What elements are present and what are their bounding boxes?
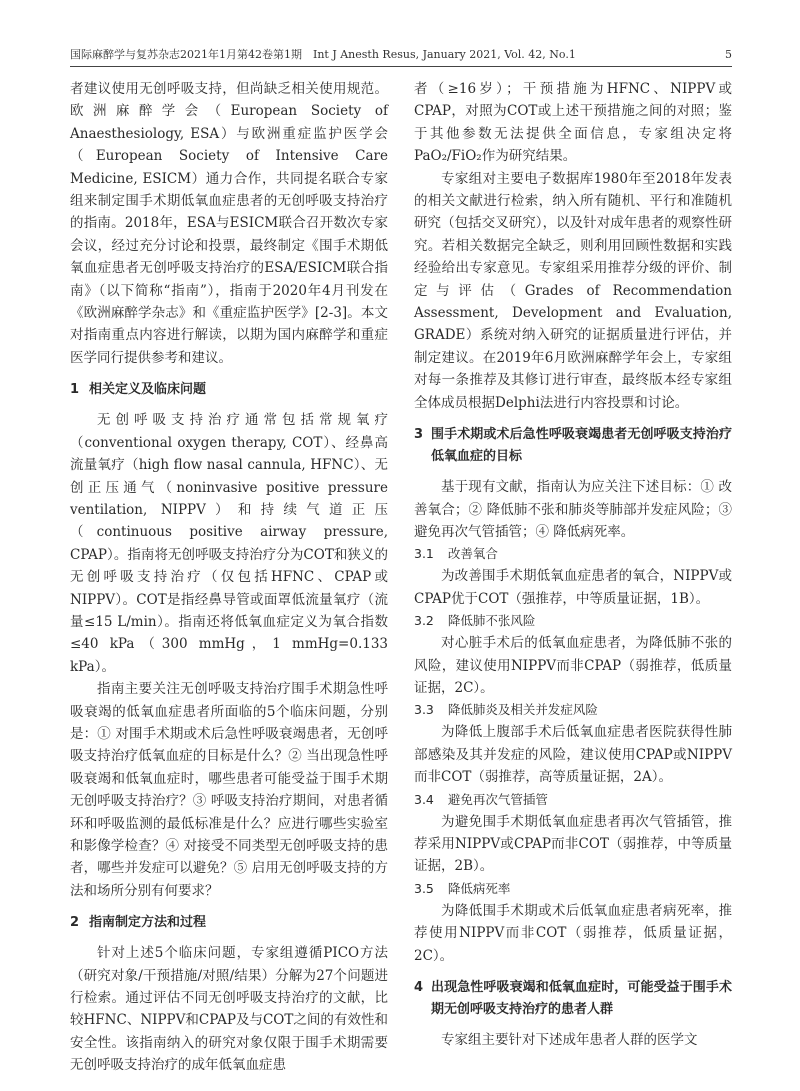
page-number: 5 xyxy=(725,48,732,61)
section-title: 出现急性呼吸衰竭和低氧血症时，可能受益于围手术期无创呼吸支持治疗的患者人群 xyxy=(431,980,732,1017)
journal-citation: 国际麻醉学与复苏杂志2021年1月第42卷第1期 Int J Anesth Resus, January 2021, Vol. 42, No.1 xyxy=(70,48,576,61)
section-heading-1 xyxy=(70,379,388,401)
paragraph: 专家组主要针对下述成年患者人群的医学文 xyxy=(441,1032,698,1048)
subsection-title: 降低肺不张风险 xyxy=(447,613,536,629)
paragraph: 为避免围手术期低氧血症患者再次气管插管，推荐采用NIPPV或CPAP而非COT（弱推荐，中等质量证据，2B）。 xyxy=(414,813,732,875)
section-title: 围手术期或术后急性呼吸衰竭患者无创呼吸支持治疗低氧血症的目标 xyxy=(431,427,732,465)
subsection-number: 3.1 xyxy=(414,546,434,562)
paragraph: 为降低上腹部手术后低氧血症患者医院获得性肺部感染及其并发症的风险，建议使用CPAP或NIPPV而非COT（弱推荐，高等质量证据，2A）。 xyxy=(414,724,732,786)
paragraph: 为降低围手术期或术后低氧血症患者病死率，推荐使用NIPPV而非COT（弱推荐，低质量证据，2C）。 xyxy=(414,902,732,964)
section-heading-2 xyxy=(70,912,388,934)
paragraph: 对心脏手术后的低氧血症患者，为降低肺不张的风险，建议使用NIPPV而非CPAP（弱推荐，低质量证据，2C）。 xyxy=(414,635,732,696)
subsection-number: 3.5 xyxy=(414,880,434,896)
subsection-number: 3.2 xyxy=(414,613,434,629)
subsection-heading-3-3 xyxy=(414,699,732,721)
subsection-title: 改善氧合 xyxy=(447,546,498,562)
subsection-number: 3.3 xyxy=(414,702,434,718)
section-number: 3 xyxy=(414,427,424,443)
subsection-heading-3-5 xyxy=(414,878,732,900)
right-column xyxy=(414,78,732,1051)
subsection-title: 降低病死率 xyxy=(447,880,511,896)
section-title: 相关定义及临床问题 xyxy=(89,382,207,398)
section-heading-4 xyxy=(414,977,732,1021)
subsection-title: 避免再次气管插管 xyxy=(447,791,548,807)
subsection-heading-3-2 xyxy=(414,610,732,632)
running-head xyxy=(70,44,732,67)
paragraph: 者建议使用无创呼吸支持，但尚缺乏相关使用规范。欧洲麻醉学会（European Society of Anaesthesiology, ESA）与欧洲重症监护医学会（European Society of Intensive Care Medicine, ESICM）通力合作，共同提名联合专家组来制定围手术期低氧血症患者的无创呼吸支持治疗的指南。2018年，ESA与ESICM联合召开数次专家会议，经过充分讨论和投票，最终制定《围手术期低氧血症患者无创呼吸支持治疗的ESA/ESICM联合指南》（以下简称“指南”），指南于2020年4月刊发在《欧洲麻醉学杂志》和《重症监护医学》[2-3]。本文对指南重点内容进行解读，以期为国内麻醉学和重症医学同行提供参考和建议。 xyxy=(70,81,388,366)
section-title: 指南制定方法和过程 xyxy=(89,915,207,931)
left-column xyxy=(70,78,388,1077)
paragraph: 指南主要关注无创呼吸支持治疗围手术期急性呼吸衰竭的低氧血症患者所面临的5个临床问题，分别是：① 对围手术期或术后急性呼吸衰竭患者，无创呼吸支持治疗低氧血症的目标是什么？② 当出现急性呼吸衰竭和低氧血症时，哪些患者可能受益于围手术期无创呼吸支持治疗？③ 呼吸支持治疗期间，对患者循环和呼吸监测的最低标准是什么？应进行哪些实验室和影像学检查？④ 对接受不同类型无创呼吸支持的患者，哪些并发症可以避免？⑤ 启用无创呼吸支持的方法和场所分别有何要求？ xyxy=(70,681,388,899)
subsection-number: 3.4 xyxy=(414,791,434,807)
paragraph: 针对上述5个临床问题，专家组遵循PICO方法（研究对象/干预措施/对照/结果）分解为27个问题进行检索。通过评估不同无创呼吸支持治疗的文献，比较HFNC、NIPPV和CPAP及与COT之间的有效性和安全性。该指南纳入的研究对象仅限于围手术期需要无创呼吸支持治疗的成年低氧血症患 xyxy=(70,945,388,1074)
paragraph: 为改善围手术期低氧血症患者的氧合，NIPPV或CPAP优于COT（强推荐，中等质量证据，1B）。 xyxy=(414,568,732,607)
paragraph: 专家组对主要电子数据库1980年至2018年发表的相关文献进行检索，纳入所有随机、平行和准随机研究（包括交叉研究），以及针对成年患者的观察性研究。若相关数据完全缺乏，则利用回顾性数据和实践经验给出专家意见。专家组采用推荐分级的评价、制定与评估（Grades of Recommendation Assessment, Development and Evaluation, GRADE）系统对纳入研究的证据质量进行评估，并制定建议。在2019年6月欧洲麻醉学年会上，专家组对每一条推荐及其修订进行审查，最终版本经专家组全体成员根据Delphi法进行内容投票和讨论。 xyxy=(414,170,732,411)
subsection-title: 降低肺炎及相关并发症风险 xyxy=(447,702,598,718)
subsection-heading-3-4 xyxy=(414,789,732,811)
subsection-heading-3-1 xyxy=(414,543,732,565)
paragraph: 者（≥16岁）；干预措施为HFNC、NIPPV或CPAP，对照为COT或上述干预措施之间的对照；鉴于其他参数无法提供全面信息，专家组决定将PaO₂/FiO₂作为研究结果。 xyxy=(414,81,732,165)
paragraph: 无创呼吸支持治疗通常包括常规氧疗（conventional oxygen therapy, COT）、经鼻高流量氧疗（high flow nasal cannula, HFNC）、无创正压通气（noninvasive positive pressure ventilation, NIPPV）和持续气道正压（continuous positive airway pressure, CPAP）。指南将无创呼吸支持治疗分为COT和狭义的无创呼吸支持治疗（仅包括HFNC、CPAP或NIPPV）。COT是指经鼻导管或面罩低流量氧疗（流量≤15 L/min）。指南还将低氧血症定义为氧合指数≤40 kPa（300 mmHg，1 mmHg=0.133 kPa）。 xyxy=(70,412,388,675)
section-number: 1 xyxy=(70,382,80,398)
paragraph: 基于现有文献，指南认为应关注下述目标：① 改善氧合；② 降低肺不张和肺炎等肺部并发症风险；③ 避免再次气管插管；④ 降低病死率。 xyxy=(414,479,732,540)
section-number: 2 xyxy=(70,915,80,931)
section-heading-3 xyxy=(414,424,732,468)
section-number: 4 xyxy=(414,980,424,995)
